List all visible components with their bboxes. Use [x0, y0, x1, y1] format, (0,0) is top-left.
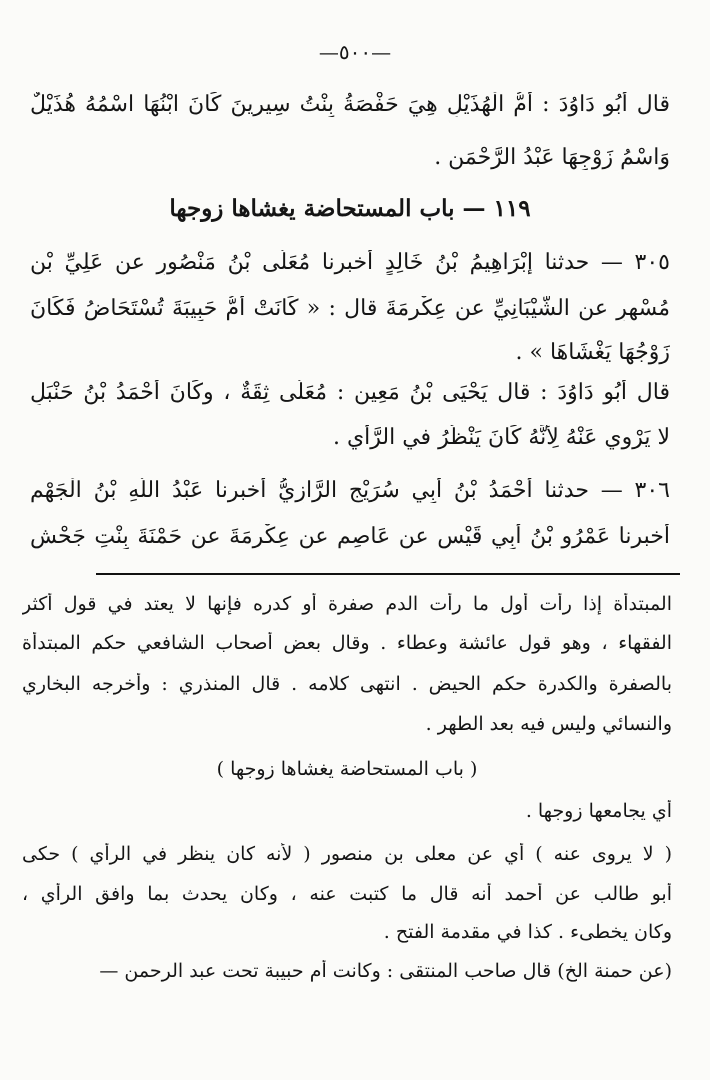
commentary-line: أبو طالب عن أحمد أنه قال ما كتبت عنه ، وكان يحدث بما وافق الرأي ،	[22, 883, 672, 905]
commentary-line: (عن حمنة الخ) قال صاحب المنتقى : وكانت أم حبيبة تحت عبد الرحمن —	[99, 960, 672, 982]
main-line: قال أَبُو دَاوُدَ : أُمُّ الْهُذَيْلِ هِيَ حَفْصَةُ بِنْتُ سِيرِينَ كَانَ ابْنُهَا اسْمُهُ هُذَيْلٌ	[30, 92, 670, 117]
commentary-line: وكان يخطىء . كذا في مقدمة الفتح .	[383, 921, 672, 943]
commentary-line: بالصفرة والكدرة حكم الحيض . انتهى كلامه . قال المنذري : وأخرجه البخاري	[22, 673, 672, 695]
commentary-heading: ( باب المستحاضة يغشاها زوجها )	[216, 758, 478, 780]
footnote-divider	[96, 573, 680, 575]
chapter-heading: ١١٩ — باب المستحاضة يغشاها زوجها	[169, 195, 531, 222]
hadith-306-line: أخبرنا عَمْرُو بْنُ أَبِي قَيْسٍ عن عَاصِمٍ عن عِكْرِمَةَ عن حَمْنَةَ بِنْتِ جَحْشٍ	[30, 524, 670, 549]
commentary-line: المبتدأة إذا رأت أول ما رأت الدم صفرة أو كدره فإنها لا يعتد في قول أكثر	[22, 593, 672, 615]
hadith-305-line: زَوْجُهَا يَغْشَاهَا » .	[515, 340, 670, 365]
commentary-line: والنسائي وليس فيه بعد الطهر .	[425, 713, 672, 735]
main-line: وَاسْمُ زَوْجِهَا عَبْدُ الرَّحْمَنِ .	[434, 145, 670, 170]
hadith-305-line: ٣٠٥ — حدثنا إِبْرَاهِيمُ بْنُ خَالِدٍ أخبرنا مُعَلَّى بْنُ مَنْصُورٍ عن عَلِيِّ بْنِ	[30, 250, 670, 275]
commentary-line: أي يجامعها زوجها .	[525, 800, 672, 822]
commentary-line: الفقهاء ، وهو قول عائشة وعطاء . وقال بعض أصحاب الشافعي حكم المبتدأة	[22, 632, 672, 654]
hadith-305-line: مُسْهِرٍ عن الشَّيْبَانِيِّ عن عِكْرِمَةَ قال : « كَانَتْ أُمُّ حَبِيبَةَ تُسْتَحَاضُ فَكَانَ	[30, 296, 670, 321]
main-line: لا يَرْوِي عَنْهُ لِأَنَّهُ كَانَ يَنْظُرُ في الرَّأْيِ .	[332, 425, 670, 450]
page-number: —٥٠٠—	[318, 40, 392, 64]
hadith-306-line: ٣٠٦ — حدثنا أَحْمَدُ بْنُ أَبِي سُرَيْجٍ الرَّازِيُّ أخبرنا عَبْدُ اللَّهِ بْنُ الْجَهْمِ	[30, 478, 670, 503]
main-line: قال أَبُو دَاوُدَ : قال يَحْيَى بْنُ مَعِينٍ : مُعَلَّى ثِقَةٌ ، وكَانَ أَحْمَدُ بْنُ حَنْبَلٍ	[30, 380, 670, 405]
commentary-line: ( لا يروى عنه ) أي عن معلى بن منصور ( لأنه كان ينظر في الرأي ) حكى	[22, 843, 672, 865]
